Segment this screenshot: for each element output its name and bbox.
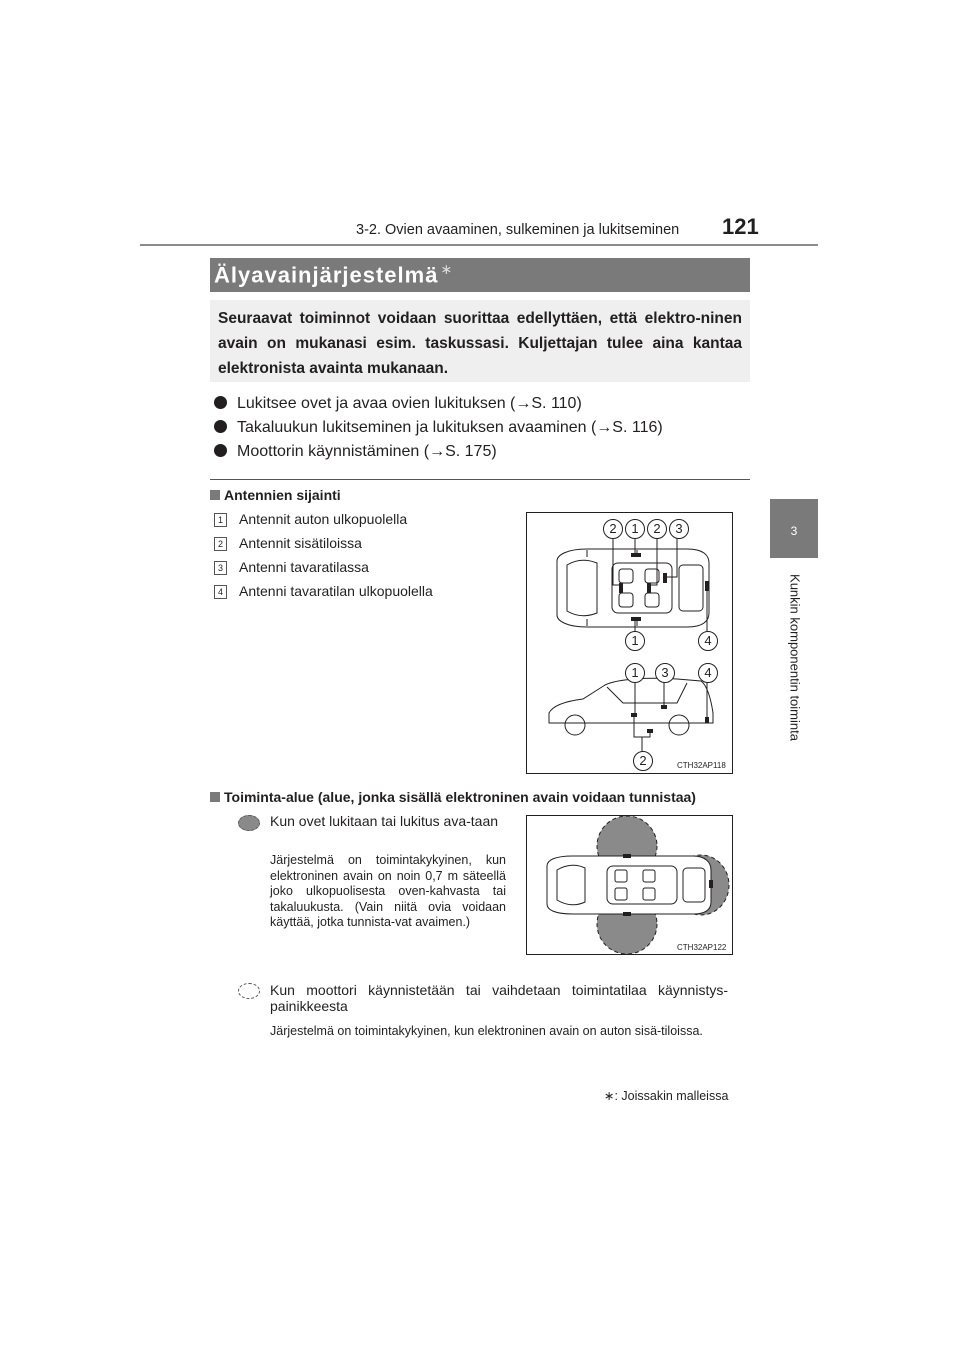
wheel-rear [669,715,689,735]
number-badge: 3 [214,561,227,575]
zone1-title: Kun ovet lukitaan tai lukitus ava-taan [270,813,499,829]
number-badge: 1 [214,513,227,527]
antenna-list-item [214,511,407,528]
bullet-item [214,419,663,437]
callout-number: 4 [698,663,718,683]
callout-number: 2 [647,519,667,539]
number-badge: 2 [214,537,227,551]
bullet-text: Moottorin käynnistäminen (→S. 175) [237,443,497,460]
range-heading [210,789,696,805]
page-number: 121 [722,214,759,239]
footnote: ∗: Joissakin malleissa [604,1089,729,1103]
range-heading-text: Toiminta-alue (alue, jonka sisällä elektroninen avain voidaan tunnistaa) [224,789,696,805]
range-figure [526,815,733,955]
bullet-dot-icon [214,396,227,409]
outer-zone-icon [238,815,260,831]
callout-number: 2 [633,751,653,771]
section-title [214,261,453,288]
range-diagram [527,816,732,954]
wheel-front [565,715,585,735]
section-divider [210,479,750,480]
bullet-dot-icon [214,420,227,433]
antenna-label: Antenni tavaratilan ulkopuolella [239,583,433,599]
inner-zone-icon [238,983,260,999]
antenna-figure [526,512,733,774]
footnote-mark: ∗ [440,261,454,277]
zone1-description: Järjestelmä on toimintakykyinen, kun elektroninen avain on noin 0,7 m säteellä joko ulkopuolisesta oven-kahvasta tai takaluukusta. (Vain niitä ovia voidaan käyttää, jotka tunnista-vat avaimen.) [270,853,506,929]
antenna-list-item [214,535,362,552]
intro-text: Seuraavat toiminnot voidaan suorittaa edellyttäen, että elektro-ninen avain on mukanasi esim. taskussasi. Kuljettajan tulee aina kantaa elektronista avainta mukanaan. [218,310,742,377]
bullet-dot-icon [214,444,227,457]
callout-number: 1 [625,631,645,651]
figure-code: CTH32AP122 [677,943,727,952]
callout-number: 3 [669,519,689,539]
square-bullet-icon [210,792,220,802]
zone2-description: Järjestelmä on toimintakykyinen, kun elektroninen avain on auton sisä-tiloissa. [270,1024,703,1038]
callout-number: 4 [698,631,718,651]
callout-number: 3 [655,663,675,683]
antenna-list-item [214,559,369,576]
section-title-text: Älyavainjärjestelmä [214,262,439,288]
side-tab [770,499,818,558]
bullet-text: Takaluukun lukitseminen ja lukituksen avaaminen (→S. 116) [237,419,663,436]
side-tab-number: 3 [790,524,798,538]
number-badge: 4 [214,585,227,599]
bullet-text: Lukitsee ovet ja avaa ovien lukituksen (→S. 110) [237,395,582,412]
square-bullet-icon [210,490,220,500]
zone2-title: Kun moottori käynnistetään tai vaihdetaan toimintatilaa käynnistys-painikkeesta [270,982,728,1014]
antenna-label: Antenni tavaratilassa [239,559,369,575]
trunk-shape [679,565,703,611]
side-tab-text: Kunkin komponentin toiminta [787,574,803,741]
figure-code: CTH32AP118 [677,761,726,770]
callout-number: 1 [625,519,645,539]
callout-number: 1 [625,663,645,683]
bullet-item [214,443,497,461]
antenna-heading [210,487,341,503]
bullet-item [214,395,582,413]
antenna-label: Antennit auton ulkopuolella [239,511,408,527]
header-rule [140,244,818,246]
antenna-heading-text: Antennien sijainti [224,487,341,503]
antenna-list-item [214,583,433,600]
windshield-shape [567,560,597,616]
chapter-title: 3-2. Ovien avaaminen, sulkeminen ja lukitseminen [356,222,680,238]
callout-number: 2 [603,519,623,539]
antenna-label: Antennit sisätiloissa [239,535,362,551]
